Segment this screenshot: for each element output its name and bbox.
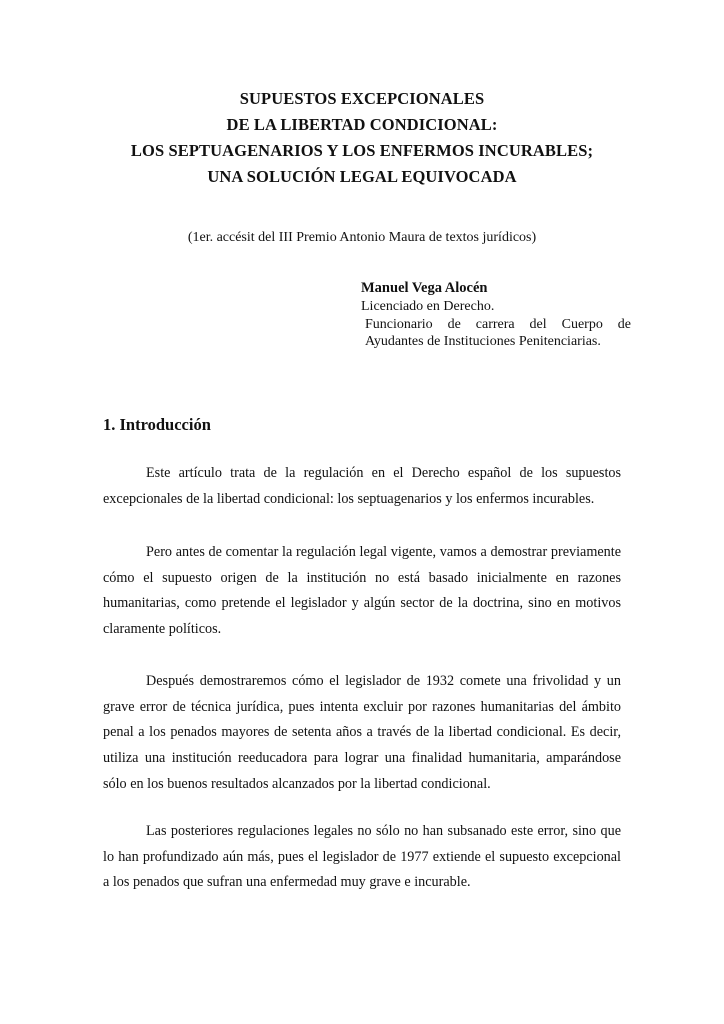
author-block: [361, 279, 631, 351]
author-position: Funcionario de carrera del Cuerpo de Ayudantes de Instituciones Penitenciarias.: [365, 316, 631, 349]
title-line-3: LOS SEPTUAGENARIOS Y LOS ENFERMOS INCURABLES;: [130, 141, 594, 160]
paragraph-4: Las posteriores regulaciones legales no sólo no han subsanado este error, sino que lo han profundizado aún más, pues el legislador de 1977 extiende el supuesto excepcional a los penados que sufran una enfermedad muy grave e incurable.: [103, 823, 621, 891]
section-heading: 1. Introducción: [103, 415, 211, 434]
title-line-4: UNA SOLUCIÓN LEGAL EQUIVOCADA: [207, 167, 517, 186]
document-title: [0, 86, 724, 190]
author-degree: Licenciado en Derecho.: [361, 299, 495, 314]
title-line-1: SUPUESTOS EXCEPCIONALES: [239, 89, 485, 108]
paragraph-1: Este artículo trata de la regulación en el Derecho español de los supuestos excepcionales de la libertad condicional: los septuagenarios y los enfermos incurables.: [103, 465, 621, 507]
title-line-2: DE LA LIBERTAD CONDICIONAL:: [226, 115, 498, 134]
author-name: Manuel Vega Alocén: [361, 280, 488, 296]
paragraph-3: Después demostraremos cómo el legislador de 1932 comete una frivolidad y un grave error de técnica jurídica, pues intenta excluir por razones humanitarias del ámbito penal a los penados mayores de setenta años a través de la libertad condicional. Es decir, utiliza una institución reeducadora para lograr una finalidad humanitaria, amparándose sólo en los buenos resultados alcanzados por la libertad condicional.: [103, 673, 621, 792]
document-subtitle: (1er. accésit del III Premio Antonio Maura de textos jurídicos): [187, 230, 537, 245]
paragraph-2: Pero antes de comentar la regulación legal vigente, vamos a demostrar previamente cómo el supuesto origen de la institución no está basado inicialmente en razones humanitarias, como pretende el legislador y algún sector de la doctrina, sino en motivos claramente políticos.: [103, 544, 621, 638]
